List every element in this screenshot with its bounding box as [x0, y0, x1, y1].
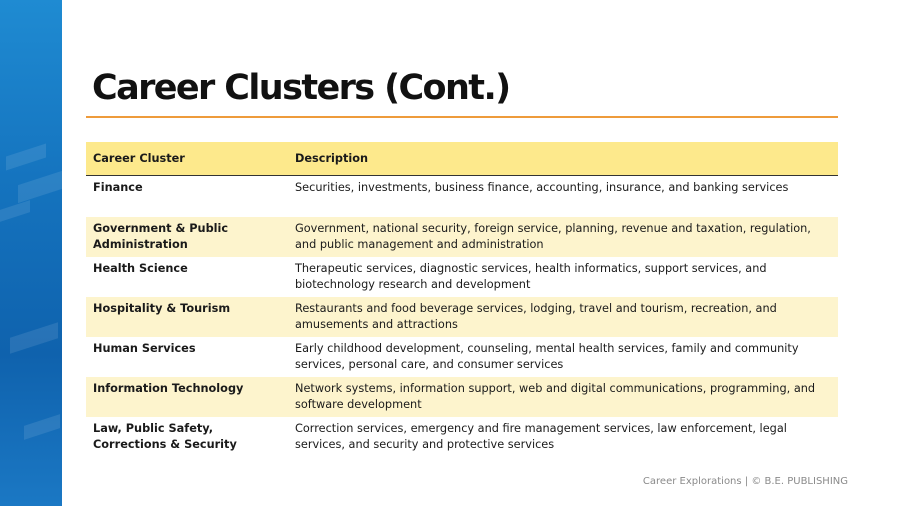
- table-row: [86, 377, 838, 417]
- table-header-row: [86, 142, 838, 176]
- table-row: [86, 214, 838, 257]
- slide-title: Career Clusters (Cont.): [92, 68, 510, 108]
- cluster-description: Correction services, emergency and fire management services, law enforcement, legal services, and security and protective services: [295, 422, 787, 451]
- cluster-description: Therapeutic services, diagnostic services, health informatics, support services, and biotechnology research and development: [295, 262, 767, 291]
- slide-footer: Career Explorations | © B.E. PUBLISHING: [642, 476, 848, 487]
- cluster-name: Information Technology: [86, 377, 288, 417]
- cluster-name: Hospitality & Tourism: [86, 297, 288, 337]
- table-row: [86, 337, 838, 377]
- column-header-description: Description: [288, 142, 838, 176]
- cluster-description: Restaurants and food beverage services, lodging, travel and tourism, recreation, and amusements and attractions: [288, 297, 838, 337]
- decorative-shape: [10, 322, 58, 354]
- cluster-description: Network systems, information support, web and digital communications, programming, and software development: [288, 377, 838, 417]
- table-row: [86, 297, 838, 337]
- table-row: [86, 176, 838, 215]
- cluster-name: Human Services: [93, 342, 196, 355]
- cluster-name: Finance: [86, 176, 288, 215]
- cluster-description: Government, national security, foreign service, planning, revenue and taxation, regulation, and public management and administration: [288, 214, 838, 257]
- cluster-name: Law, Public Safety, Corrections & Security: [93, 422, 237, 451]
- cluster-description: Early childhood development, counseling, mental health services, family and community services, personal care, and consumer services: [295, 342, 799, 371]
- cluster-name: Government & Public Administration: [86, 214, 288, 257]
- decorative-side-bar: [0, 0, 62, 506]
- career-clusters-table: [86, 142, 838, 457]
- title-divider: [86, 116, 838, 118]
- decorative-shape: [6, 144, 46, 171]
- table-row: [86, 417, 838, 457]
- decorative-shape: [18, 171, 62, 203]
- table-row: [86, 257, 838, 297]
- cluster-name: Health Science: [93, 262, 188, 275]
- decorative-shape: [0, 200, 30, 222]
- column-header-career-cluster: Career Cluster: [86, 142, 288, 176]
- decorative-shape: [24, 414, 60, 440]
- cluster-description: Securities, investments, business finance, accounting, insurance, and banking services: [288, 176, 838, 215]
